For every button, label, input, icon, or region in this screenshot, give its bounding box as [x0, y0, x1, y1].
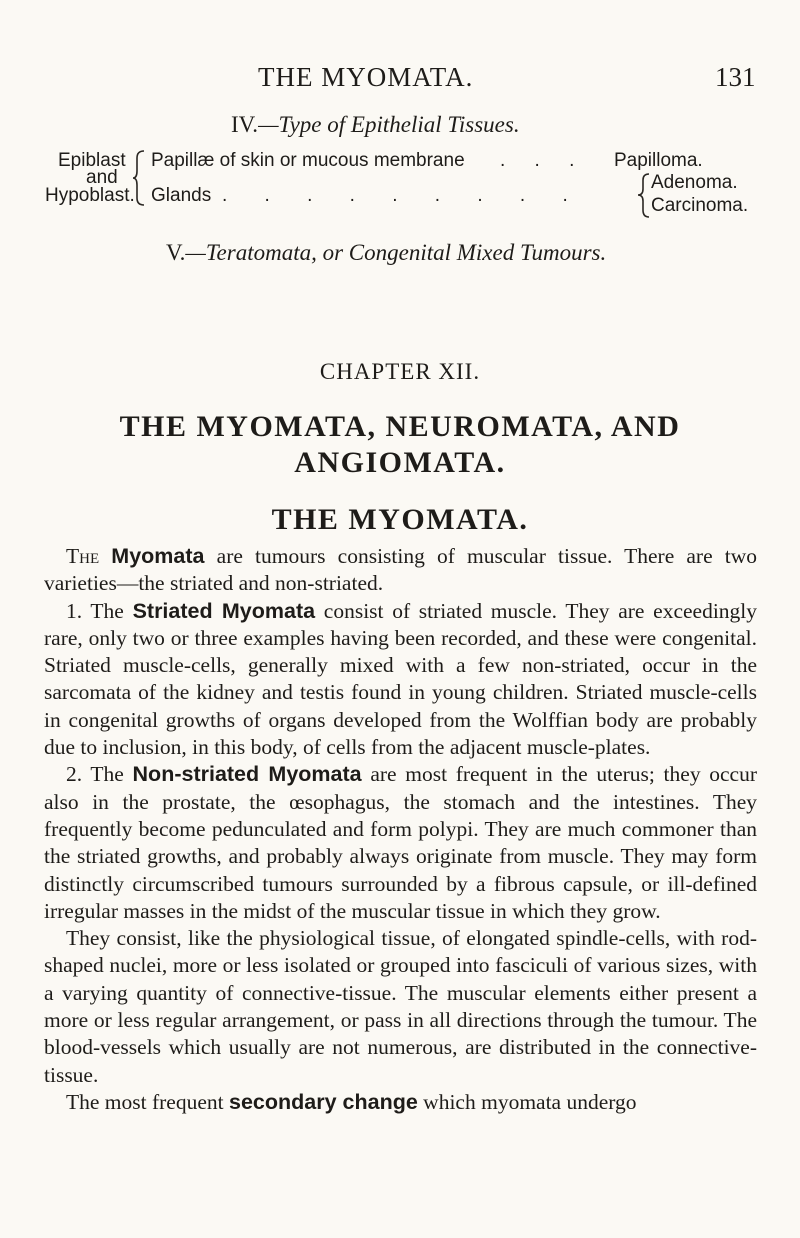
row-glands-dots: . . . . . . . . . [222, 185, 584, 206]
p1-lead: The [66, 544, 100, 568]
chapter-subtitle: THE MYOMATA. [271, 503, 529, 536]
p2-bold: Striated Myomata [132, 598, 316, 623]
running-title: THE MYOMATA. [258, 62, 474, 92]
row-glands-text: Glands [151, 185, 212, 206]
p1-bold: Myomata [111, 544, 205, 568]
p1-rest: are tumours consisting of muscular tissue. There are two varieties—the striated and non-striated. [44, 544, 758, 596]
right-brace [636, 172, 652, 220]
p3-bold: Non-striated Myomata [132, 762, 362, 787]
left-label-hypoblast: Hypoblast. [45, 185, 135, 206]
left-brace [132, 149, 148, 207]
section-iv-title: —Type of Epithelial Tissues. [258, 112, 520, 137]
row-papillae-result: Papilloma. [614, 150, 703, 171]
p5-rest: which myomata undergo [423, 1089, 637, 1114]
chapter-label: CHAPTER XII. [319, 359, 481, 384]
section-v-numeral: V. [166, 240, 186, 265]
p5-bold: secondary change [229, 1089, 418, 1114]
paragraph-1 [44, 543, 757, 598]
row-papillae-text: Papillæ of skin or mucous membrane [151, 150, 465, 171]
p2-rest: consist of striated muscle. They are exceedingly rare, only two or three examples having been recorded, and these were congenital. Striated muscle-cells, generally mixed with a few non-striated, occur in the sarcomata of the kidney and testis found in young children. Striated muscle-cells in congenital growths of organs developed from the Wolffian body are probably due to inclusion, in this body, of cells from the adjacent muscle-plates. [44, 598, 758, 760]
paragraph-3 [44, 761, 757, 925]
row-papillae-dots: . . . [500, 150, 587, 171]
p3-num: 2. The [66, 762, 124, 787]
paragraph-2 [44, 598, 757, 762]
chapter-title-line1: THE MYOMATA, NEUROMATA, AND [119, 410, 681, 443]
row-glands-result-carcinoma: Carcinoma. [651, 195, 749, 216]
page-number: 131 [715, 62, 756, 92]
left-label-epiblast: Epiblast [58, 150, 126, 171]
paragraph-5 [44, 1089, 757, 1116]
p3-rest: are most frequent in the uterus; they occur also in the prostate, the œsophagus, the stomach and the intestines. They frequently become pedunculated and form polypi. They are much commoner than the striated growths, and probably always originate from muscle. They may form distinctly circumscribed tumours surrounded by a fibrous capsule, or ill-defined irregular masses in the midst of the muscular tissue in which they grow. [44, 762, 757, 923]
section-v-heading [166, 240, 606, 266]
row-glands-result-adenoma: Adenoma. [651, 172, 738, 193]
section-iv-heading [231, 112, 520, 138]
paragraph-4: They consist, like the physiological tissue, of elongated spindle-cells, with rod-shaped nuclei, more or less isolated or grouped into fasciculi of various sizes, with a varying quantity of connective-tissue. The muscular elements either present a more or less regular arrangement, or pass in all directions through the tumour. The blood-vessels which usually are not numerous, are distributed in the connective-tissue. [44, 926, 757, 1087]
body-text [44, 543, 757, 1116]
p2-num: 1. The [66, 598, 124, 623]
chapter-title-line2: ANGIOMATA. [294, 446, 506, 479]
left-label-and: and [86, 167, 118, 188]
section-iv-numeral: IV. [231, 112, 259, 137]
section-v-title: —Teratomata, or Congenital Mixed Tumours. [185, 240, 607, 265]
p5-lead: The most frequent [66, 1089, 224, 1114]
